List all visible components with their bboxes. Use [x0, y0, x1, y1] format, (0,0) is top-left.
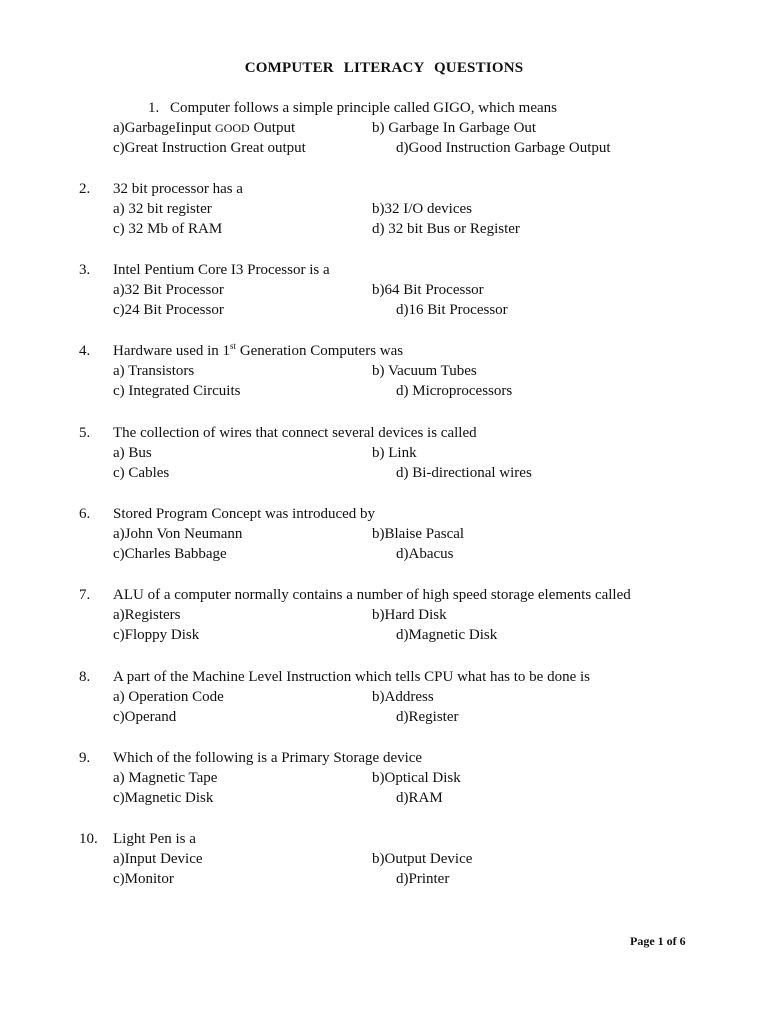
option-d: d)16 Bit Processor — [396, 302, 508, 318]
option-d: d)Good Instruction Garbage Output — [396, 140, 611, 156]
option-a: a)Registers — [113, 607, 181, 623]
option-c: c)Charles Babbage — [113, 546, 227, 562]
question-number: 7. — [79, 587, 91, 603]
option-d: d) 32 bit Bus or Register — [372, 221, 520, 237]
option-b: b)32 I/O devices — [372, 201, 472, 217]
option-a: a) Bus — [113, 445, 152, 461]
option-d: d)Printer — [396, 871, 450, 887]
question-stem: A part of the Machine Level Instruction which tells CPU what has to be done is — [113, 669, 590, 685]
option-c: c)24 Bit Processor — [113, 302, 224, 318]
option-a: a)GarbageIinput GOOD Output — [113, 120, 296, 136]
option-c: c)Floppy Disk — [113, 627, 200, 643]
question-number: 3. — [79, 262, 91, 278]
page-number: Page 1 of 6 — [630, 934, 686, 948]
question-number: 8. — [79, 669, 91, 685]
option-b: b)Optical Disk — [372, 770, 461, 786]
option-b: b) Link — [372, 445, 417, 461]
question-number: 10. — [79, 831, 98, 847]
question-stem: Intel Pentium Core I3 Processor is a — [113, 262, 330, 278]
option-c: c) 32 Mb of RAM — [113, 221, 223, 237]
option-b: b)64 Bit Processor — [372, 282, 484, 298]
option-b: b) Garbage In Garbage Out — [372, 120, 537, 136]
question-stem: 32 bit processor has a — [113, 181, 243, 197]
option-d: d)Abacus — [396, 546, 454, 562]
question-stem: The collection of wires that connect several devices is called — [113, 425, 477, 441]
question-number: 4. — [79, 343, 91, 359]
question-number: 1. — [148, 100, 160, 116]
option-c: c)Monitor — [113, 871, 174, 887]
option-a: a) 32 bit register — [113, 201, 212, 217]
question-number: 5. — [79, 425, 91, 441]
option-c: c)Magnetic Disk — [113, 790, 214, 806]
option-d: d) Bi-directional wires — [396, 465, 532, 481]
option-d: d) Microprocessors — [396, 383, 513, 399]
option-b: b)Output Device — [372, 851, 473, 867]
option-b: b)Blaise Pascal — [372, 526, 465, 542]
option-b: b) Vacuum Tubes — [372, 363, 477, 379]
option-c: c) Integrated Circuits — [113, 383, 241, 399]
question-number: 2. — [79, 181, 91, 197]
option-a: a) Transistors — [113, 363, 195, 379]
option-a: a) Magnetic Tape — [113, 770, 218, 786]
question-stem: ALU of a computer normally contains a number of high speed storage elements called — [113, 587, 631, 603]
question-stem: Light Pen is a — [113, 831, 196, 847]
question-stem: Computer follows a simple principle called GIGO, which means — [170, 100, 557, 116]
option-a: a) Operation Code — [113, 689, 224, 705]
option-d: d)Register — [396, 709, 459, 725]
option-c: c)Operand — [113, 709, 177, 725]
question-stem: Which of the following is a Primary Storage device — [113, 750, 423, 766]
option-d: d)Magnetic Disk — [396, 627, 498, 643]
option-a: a)John Von Neumann — [113, 526, 243, 542]
option-c: c)Great Instruction Great output — [113, 140, 306, 156]
option-c: c) Cables — [113, 465, 170, 481]
option-b: b)Hard Disk — [372, 607, 447, 623]
question-stem: Stored Program Concept was introduced by — [113, 506, 376, 522]
document-title: COMPUTER LITERACY QUESTIONS — [244, 60, 524, 76]
question-number: 9. — [79, 750, 91, 766]
option-d: d)RAM — [396, 790, 443, 806]
question-number: 6. — [79, 506, 91, 522]
option-b: b)Address — [372, 689, 434, 705]
question-stem: Hardware used in 1st Generation Computers was — [113, 341, 404, 359]
option-a: a)Input Device — [113, 851, 203, 867]
option-a: a)32 Bit Processor — [113, 282, 224, 298]
